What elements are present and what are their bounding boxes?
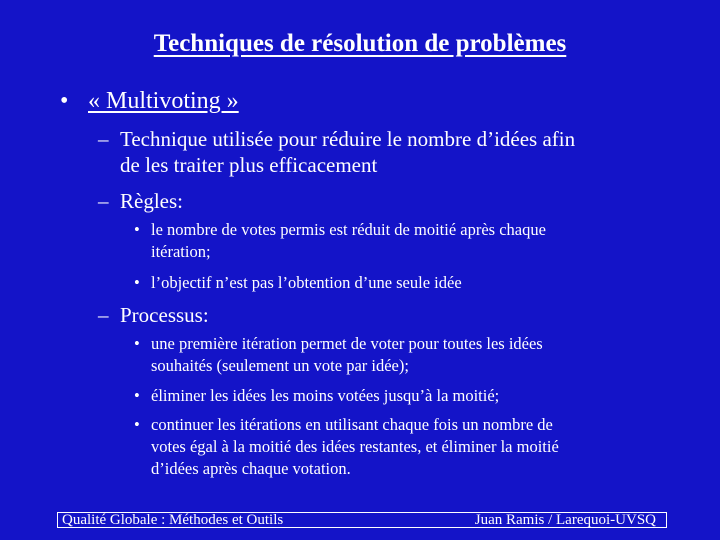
dot-marker: • <box>134 220 140 239</box>
process-text-line: d’idées après chaque votation. <box>151 459 351 478</box>
dash-item-regles <box>98 188 183 214</box>
bullet-multivoting <box>60 88 239 115</box>
dash-text-line: Règles: <box>120 189 183 213</box>
rule-text-line: itération; <box>151 242 211 261</box>
footer-left-text: Qualité Globale : Méthodes et Outils <box>62 512 284 528</box>
dot-marker: • <box>134 386 140 405</box>
slide-title: Techniques de résolution de problèmes <box>153 30 567 57</box>
rule-text-line: l’objectif n’est pas l’obtention d’une seule idée <box>151 273 462 292</box>
process-text-line: éliminer les idées les moins votées jusqu’à la moitié; <box>151 386 500 405</box>
bullet-text: « Multivoting » <box>88 88 239 114</box>
process-text-line: souhaités (seulement un vote par idée); <box>151 356 409 375</box>
process-text-line: continuer les itérations en utilisant chaque fois un nombre de <box>151 415 553 434</box>
dash-marker: – <box>98 189 109 213</box>
rule-text-line: le nombre de votes permis est réduit de moitié après chaque <box>151 220 546 239</box>
rule-item <box>134 272 462 294</box>
bullet-marker: • <box>60 88 69 114</box>
dash-text-line: Processus: <box>120 303 209 327</box>
rule-item <box>134 219 546 263</box>
dot-marker: • <box>134 415 140 434</box>
dash-item-processus <box>98 302 209 328</box>
dash-text-line: de les traiter plus efficacement <box>120 153 378 177</box>
process-text-line: une première itération permet de voter pour toutes les idées <box>151 334 543 353</box>
process-item <box>134 414 559 480</box>
dot-marker: • <box>134 273 140 292</box>
process-item <box>134 333 543 377</box>
dash-marker: – <box>98 127 109 151</box>
process-text-line: votes égal à la moitié des idées restantes, et éliminer la moitié <box>151 437 559 456</box>
dash-text-line: Technique utilisée pour réduire le nombre d’idées afin <box>120 127 576 151</box>
dot-marker: • <box>134 334 140 353</box>
process-item <box>134 385 499 407</box>
dash-marker: – <box>98 303 109 327</box>
footer-right-text: Juan Ramis / Larequoi-UVSQ <box>474 512 656 528</box>
dash-item-definition <box>98 126 575 178</box>
